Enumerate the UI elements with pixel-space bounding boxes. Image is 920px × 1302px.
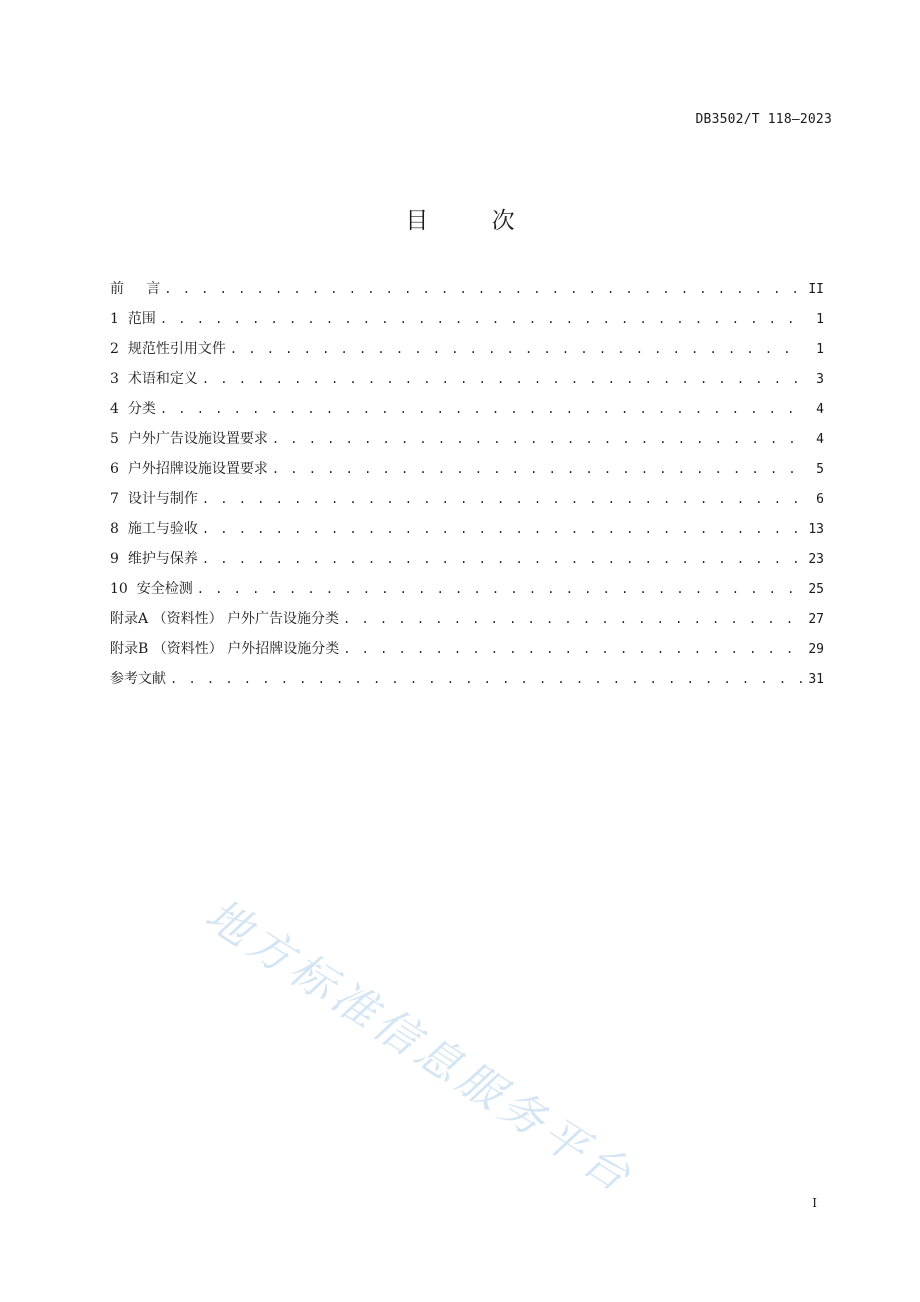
toc-entry-3[interactable] — [110, 368, 824, 398]
toc-leader — [202, 518, 803, 540]
toc-leader — [197, 578, 803, 600]
toc-leader — [160, 308, 804, 330]
toc-entry-4[interactable] — [110, 398, 824, 428]
toc-page: 23 — [808, 552, 824, 567]
toc-number: 3 — [110, 371, 119, 387]
toc-leader — [160, 398, 804, 420]
toc-number: 9 — [110, 551, 119, 567]
toc-number: 附录A — [110, 611, 149, 627]
toc-page: 1 — [816, 342, 824, 357]
toc-page: 3 — [816, 372, 824, 387]
toc-leader — [202, 488, 804, 510]
toc-title: （资料性） 户外广告设施分类 — [148, 611, 340, 627]
toc-number: 10 — [110, 581, 128, 597]
table-of-contents — [110, 278, 824, 698]
toc-page: 25 — [808, 582, 824, 597]
toc-title: 术语和定义 — [118, 371, 198, 387]
toc-leader — [272, 428, 804, 450]
toc-number: 2 — [110, 341, 119, 357]
toc-title: 户外招牌设施设置要求 — [118, 461, 268, 477]
toc-entry-foreword[interactable] — [110, 278, 824, 308]
toc-entry-1[interactable] — [110, 308, 824, 338]
toc-leader — [230, 338, 804, 360]
toc-page: II — [808, 282, 824, 297]
toc-leader — [343, 608, 802, 630]
toc-number: 6 — [110, 461, 119, 477]
toc-entry-appendix-a[interactable] — [110, 608, 824, 638]
toc-entry-5[interactable] — [110, 428, 824, 458]
toc-page: 4 — [816, 402, 824, 417]
document-code: DB3502/T 118—2023 — [695, 112, 832, 127]
toc-entry-10[interactable] — [110, 578, 824, 608]
toc-title: 安全检测 — [127, 581, 193, 597]
toc-entry-references[interactable] — [110, 668, 824, 698]
toc-title: 言 — [124, 281, 161, 297]
page-title: 目 次 — [405, 208, 543, 234]
toc-leader — [164, 278, 802, 300]
toc-entry-appendix-b[interactable] — [110, 638, 824, 668]
toc-number: 4 — [110, 401, 119, 417]
toc-page: 31 — [808, 672, 824, 687]
toc-leader — [343, 638, 802, 660]
toc-title: 施工与验收 — [118, 521, 198, 537]
toc-leader — [272, 458, 804, 480]
toc-leader — [202, 548, 803, 570]
toc-page: 4 — [816, 432, 824, 447]
page-number: I — [812, 1196, 817, 1210]
toc-leader — [202, 368, 804, 390]
toc-title: 户外广告设施设置要求 — [118, 431, 268, 447]
toc-page: 29 — [808, 642, 824, 657]
toc-page: 6 — [816, 492, 824, 507]
toc-page: 27 — [808, 612, 824, 627]
toc-page: 13 — [808, 522, 824, 537]
toc-title: 规范性引用文件 — [118, 341, 226, 357]
toc-title: 维护与保养 — [118, 551, 198, 567]
toc-page: 1 — [816, 312, 824, 327]
toc-number: 附录B — [110, 641, 149, 657]
toc-number: 8 — [110, 521, 119, 537]
toc-number: 7 — [110, 491, 119, 507]
watermark: 地方标准信息服务平台 — [196, 889, 644, 1205]
toc-entry-8[interactable] — [110, 518, 824, 548]
toc-entry-2[interactable] — [110, 338, 824, 368]
toc-number: 1 — [110, 311, 119, 327]
toc-title: 分类 — [118, 401, 156, 417]
toc-title: 设计与制作 — [118, 491, 198, 507]
toc-title: （资料性） 户外招牌设施分类 — [148, 641, 340, 657]
toc-title: 范围 — [118, 311, 156, 327]
toc-entry-6[interactable] — [110, 458, 824, 488]
toc-entry-7[interactable] — [110, 488, 824, 518]
toc-number: 前 — [110, 281, 124, 297]
toc-page: 5 — [816, 462, 824, 477]
toc-entry-9[interactable] — [110, 548, 824, 578]
toc-leader — [170, 668, 802, 690]
toc-number: 参考文献 — [110, 671, 166, 687]
toc-number: 5 — [110, 431, 119, 447]
